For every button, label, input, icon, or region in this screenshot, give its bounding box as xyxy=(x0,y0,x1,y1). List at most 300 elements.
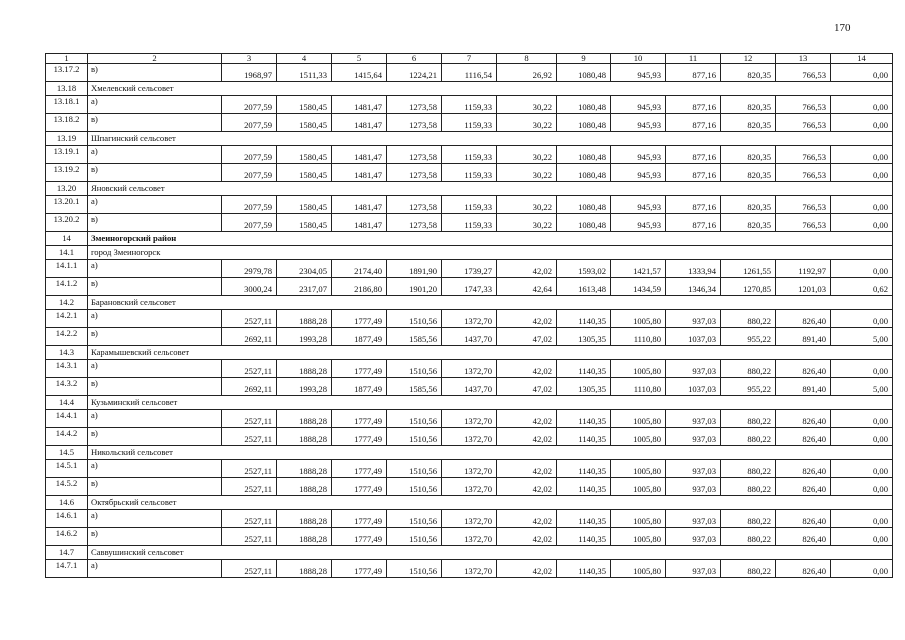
value-cell: 1437,70 xyxy=(442,378,497,396)
value-cell: 1372,70 xyxy=(442,528,497,546)
row-number: 13.18.2 xyxy=(46,114,88,132)
table-row xyxy=(46,310,893,328)
column-number-header: 2 xyxy=(88,54,222,64)
value-cell: 30,22 xyxy=(497,146,557,164)
value-cell: 1080,48 xyxy=(557,164,611,182)
value-cell: 826,40 xyxy=(776,478,831,496)
value-cell: 2527,11 xyxy=(222,410,277,428)
value-cell: 1888,28 xyxy=(277,478,332,496)
value-cell: 2692,11 xyxy=(222,328,277,346)
value-cell: 1005,80 xyxy=(611,310,666,328)
column-number-header: 4 xyxy=(277,54,332,64)
value-cell: 1372,70 xyxy=(442,360,497,378)
section-row xyxy=(46,396,893,410)
value-cell: 880,22 xyxy=(721,410,776,428)
value-cell: 42,02 xyxy=(497,478,557,496)
table-row xyxy=(46,164,893,182)
value-cell: 877,16 xyxy=(666,214,721,232)
column-number-header: 7 xyxy=(442,54,497,64)
value-cell: 1481,47 xyxy=(332,114,387,132)
value-cell: 2527,11 xyxy=(222,560,277,578)
section-title: Октябрьский сельсовет xyxy=(88,496,893,510)
table-row xyxy=(46,360,893,378)
value-cell: 1888,28 xyxy=(277,428,332,446)
value-cell: 1080,48 xyxy=(557,146,611,164)
value-cell: 0,00 xyxy=(831,460,893,478)
value-cell: 1192,97 xyxy=(776,260,831,278)
row-number: 13.20 xyxy=(46,182,88,196)
value-cell: 1273,58 xyxy=(387,114,442,132)
row-number: 14.5 xyxy=(46,446,88,460)
value-cell: 877,16 xyxy=(666,114,721,132)
value-cell: 42,02 xyxy=(497,460,557,478)
section-title: Хмелевский сельсовет xyxy=(88,82,893,96)
value-cell: 1140,35 xyxy=(557,478,611,496)
value-cell: 945,93 xyxy=(611,196,666,214)
value-cell: 42,02 xyxy=(497,428,557,446)
row-number: 14.7 xyxy=(46,546,88,560)
value-cell: 2527,11 xyxy=(222,460,277,478)
value-cell: 1585,56 xyxy=(387,378,442,396)
section-title: Шпагинский сельсовет xyxy=(88,132,893,146)
column-number-header: 3 xyxy=(222,54,277,64)
row-number: 13.17.2 xyxy=(46,64,88,82)
value-cell: 0,00 xyxy=(831,260,893,278)
section-row xyxy=(46,496,893,510)
row-label: в) xyxy=(88,528,222,546)
value-cell: 937,03 xyxy=(666,528,721,546)
value-cell: 1510,56 xyxy=(387,428,442,446)
value-cell: 820,35 xyxy=(721,146,776,164)
section-title: Саввушинский сельсовет xyxy=(88,546,893,560)
value-cell: 1346,34 xyxy=(666,278,721,296)
row-number: 14.1 xyxy=(46,246,88,260)
value-cell: 1273,58 xyxy=(387,96,442,114)
value-cell: 42,02 xyxy=(497,528,557,546)
value-cell: 880,22 xyxy=(721,560,776,578)
row-label: в) xyxy=(88,328,222,346)
value-cell: 1580,45 xyxy=(277,196,332,214)
value-cell: 937,03 xyxy=(666,460,721,478)
table-row xyxy=(46,96,893,114)
section-row xyxy=(46,446,893,460)
value-cell: 1305,35 xyxy=(557,328,611,346)
value-cell: 26,92 xyxy=(497,64,557,82)
value-cell: 0,00 xyxy=(831,360,893,378)
value-cell: 1140,35 xyxy=(557,410,611,428)
value-cell: 1080,48 xyxy=(557,64,611,82)
value-cell: 945,93 xyxy=(611,146,666,164)
value-cell: 0,00 xyxy=(831,478,893,496)
value-cell: 2979,78 xyxy=(222,260,277,278)
row-number: 14.3.1 xyxy=(46,360,88,378)
row-number: 13.19.1 xyxy=(46,146,88,164)
value-cell: 1201,03 xyxy=(776,278,831,296)
value-cell: 1005,80 xyxy=(611,560,666,578)
value-cell: 2527,11 xyxy=(222,310,277,328)
section-title: Яновский сельсовет xyxy=(88,182,893,196)
value-cell: 30,22 xyxy=(497,214,557,232)
value-cell: 1510,56 xyxy=(387,360,442,378)
section-title: Никольский сельсовет xyxy=(88,446,893,460)
value-cell: 2527,11 xyxy=(222,428,277,446)
value-cell: 1510,56 xyxy=(387,528,442,546)
value-cell: 1159,33 xyxy=(442,114,497,132)
table-row xyxy=(46,278,893,296)
value-cell: 2186,80 xyxy=(332,278,387,296)
value-cell: 766,53 xyxy=(776,96,831,114)
value-cell: 0,00 xyxy=(831,64,893,82)
value-cell: 0,00 xyxy=(831,196,893,214)
row-number: 14.5.2 xyxy=(46,478,88,496)
value-cell: 42,64 xyxy=(497,278,557,296)
page-number: 170 xyxy=(834,22,851,34)
column-number-header: 8 xyxy=(497,54,557,64)
row-number: 14 xyxy=(46,232,88,246)
row-number: 14.6.2 xyxy=(46,528,88,546)
value-cell: 826,40 xyxy=(776,460,831,478)
value-cell: 766,53 xyxy=(776,146,831,164)
row-number: 14.1.1 xyxy=(46,260,88,278)
value-cell: 1888,28 xyxy=(277,410,332,428)
value-cell: 1510,56 xyxy=(387,560,442,578)
value-cell: 766,53 xyxy=(776,64,831,82)
value-cell: 1140,35 xyxy=(557,310,611,328)
section-title: город Змеиногорск xyxy=(88,246,893,260)
value-cell: 1437,70 xyxy=(442,328,497,346)
value-cell: 1005,80 xyxy=(611,460,666,478)
column-number-header: 12 xyxy=(721,54,776,64)
value-cell: 1080,48 xyxy=(557,196,611,214)
value-cell: 1891,90 xyxy=(387,260,442,278)
value-cell: 2077,59 xyxy=(222,96,277,114)
value-cell: 937,03 xyxy=(666,360,721,378)
table-row xyxy=(46,428,893,446)
value-cell: 1580,45 xyxy=(277,96,332,114)
row-number: 13.19 xyxy=(46,132,88,146)
value-cell: 1888,28 xyxy=(277,310,332,328)
value-cell: 820,35 xyxy=(721,64,776,82)
value-cell: 945,93 xyxy=(611,96,666,114)
row-label: в) xyxy=(88,114,222,132)
value-cell: 0,00 xyxy=(831,560,893,578)
value-cell: 880,22 xyxy=(721,310,776,328)
value-cell: 1270,85 xyxy=(721,278,776,296)
value-cell: 3000,24 xyxy=(222,278,277,296)
value-cell: 1005,80 xyxy=(611,528,666,546)
value-cell: 0,00 xyxy=(831,428,893,446)
value-cell: 1580,45 xyxy=(277,214,332,232)
value-cell: 826,40 xyxy=(776,560,831,578)
value-cell: 1993,28 xyxy=(277,378,332,396)
value-cell: 1140,35 xyxy=(557,528,611,546)
row-label: а) xyxy=(88,360,222,378)
value-cell: 1140,35 xyxy=(557,428,611,446)
value-cell: 1993,28 xyxy=(277,328,332,346)
value-cell: 1159,33 xyxy=(442,214,497,232)
value-cell: 1037,03 xyxy=(666,328,721,346)
value-cell: 1005,80 xyxy=(611,410,666,428)
value-cell: 1888,28 xyxy=(277,360,332,378)
value-cell: 1434,59 xyxy=(611,278,666,296)
value-cell: 1777,49 xyxy=(332,460,387,478)
value-cell: 0,00 xyxy=(831,146,893,164)
value-cell: 30,22 xyxy=(497,114,557,132)
value-cell: 880,22 xyxy=(721,510,776,528)
value-cell: 1580,45 xyxy=(277,164,332,182)
value-cell: 1613,48 xyxy=(557,278,611,296)
value-cell: 880,22 xyxy=(721,528,776,546)
value-cell: 1110,80 xyxy=(611,328,666,346)
row-number: 14.6 xyxy=(46,496,88,510)
value-cell: 42,02 xyxy=(497,560,557,578)
value-cell: 0,00 xyxy=(831,410,893,428)
value-cell: 1585,56 xyxy=(387,328,442,346)
value-cell: 2077,59 xyxy=(222,114,277,132)
value-cell: 1510,56 xyxy=(387,460,442,478)
value-cell: 891,40 xyxy=(776,328,831,346)
value-cell: 0,00 xyxy=(831,96,893,114)
row-number: 13.20.1 xyxy=(46,196,88,214)
row-label: в) xyxy=(88,64,222,82)
value-cell: 1116,54 xyxy=(442,64,497,82)
value-cell: 1777,49 xyxy=(332,510,387,528)
row-label: в) xyxy=(88,428,222,446)
value-cell: 30,22 xyxy=(497,164,557,182)
value-cell: 1877,49 xyxy=(332,328,387,346)
value-cell: 1777,49 xyxy=(332,360,387,378)
section-title: Карамышевский сельсовет xyxy=(88,346,893,360)
value-cell: 1777,49 xyxy=(332,560,387,578)
table-row xyxy=(46,196,893,214)
row-label: а) xyxy=(88,146,222,164)
value-cell: 826,40 xyxy=(776,528,831,546)
row-number: 13.18.1 xyxy=(46,96,88,114)
value-cell: 820,35 xyxy=(721,96,776,114)
table-row xyxy=(46,378,893,396)
value-cell: 880,22 xyxy=(721,460,776,478)
value-cell: 820,35 xyxy=(721,196,776,214)
value-cell: 2527,11 xyxy=(222,478,277,496)
value-cell: 1510,56 xyxy=(387,478,442,496)
row-label: в) xyxy=(88,164,222,182)
value-cell: 766,53 xyxy=(776,214,831,232)
value-cell: 880,22 xyxy=(721,478,776,496)
value-cell: 937,03 xyxy=(666,560,721,578)
row-number: 14.2.1 xyxy=(46,310,88,328)
row-label: а) xyxy=(88,96,222,114)
value-cell: 1481,47 xyxy=(332,164,387,182)
value-cell: 1739,27 xyxy=(442,260,497,278)
value-cell: 955,22 xyxy=(721,378,776,396)
value-cell: 2317,07 xyxy=(277,278,332,296)
section-title: Змеиногорский район xyxy=(88,232,893,246)
value-cell: 1888,28 xyxy=(277,460,332,478)
value-cell: 1415,64 xyxy=(332,64,387,82)
value-cell: 1224,21 xyxy=(387,64,442,82)
value-cell: 1510,56 xyxy=(387,410,442,428)
value-cell: 47,02 xyxy=(497,328,557,346)
section-row xyxy=(46,346,893,360)
value-cell: 1372,70 xyxy=(442,478,497,496)
value-cell: 766,53 xyxy=(776,196,831,214)
value-cell: 1777,49 xyxy=(332,528,387,546)
section-row xyxy=(46,132,893,146)
row-label: а) xyxy=(88,196,222,214)
value-cell: 1140,35 xyxy=(557,510,611,528)
value-cell: 1888,28 xyxy=(277,528,332,546)
tariff-table xyxy=(45,53,893,578)
value-cell: 0,00 xyxy=(831,114,893,132)
value-cell: 877,16 xyxy=(666,146,721,164)
value-cell: 1888,28 xyxy=(277,560,332,578)
column-number-header: 6 xyxy=(387,54,442,64)
value-cell: 1481,47 xyxy=(332,196,387,214)
row-number: 14.3 xyxy=(46,346,88,360)
value-cell: 1273,58 xyxy=(387,146,442,164)
section-title: Кузьминский сельсовет xyxy=(88,396,893,410)
value-cell: 1159,33 xyxy=(442,196,497,214)
row-label: в) xyxy=(88,378,222,396)
value-cell: 1080,48 xyxy=(557,96,611,114)
value-cell: 877,16 xyxy=(666,164,721,182)
table-row xyxy=(46,214,893,232)
value-cell: 820,35 xyxy=(721,114,776,132)
value-cell: 1481,47 xyxy=(332,214,387,232)
value-cell: 42,02 xyxy=(497,310,557,328)
value-cell: 945,93 xyxy=(611,64,666,82)
value-cell: 1372,70 xyxy=(442,428,497,446)
value-cell: 1481,47 xyxy=(332,96,387,114)
table-row xyxy=(46,260,893,278)
column-number-header: 5 xyxy=(332,54,387,64)
value-cell: 1372,70 xyxy=(442,460,497,478)
row-number: 14.2.2 xyxy=(46,328,88,346)
value-cell: 945,93 xyxy=(611,164,666,182)
section-row xyxy=(46,296,893,310)
table-row xyxy=(46,146,893,164)
value-cell: 945,93 xyxy=(611,214,666,232)
table-row xyxy=(46,114,893,132)
column-number-header: 13 xyxy=(776,54,831,64)
table-row xyxy=(46,410,893,428)
table-row xyxy=(46,560,893,578)
section-row xyxy=(46,546,893,560)
value-cell: 1421,57 xyxy=(611,260,666,278)
value-cell: 1005,80 xyxy=(611,428,666,446)
value-cell: 42,02 xyxy=(497,260,557,278)
value-cell: 30,22 xyxy=(497,96,557,114)
value-cell: 2527,11 xyxy=(222,528,277,546)
value-cell: 1005,80 xyxy=(611,360,666,378)
value-cell: 877,16 xyxy=(666,64,721,82)
value-cell: 1305,35 xyxy=(557,378,611,396)
section-title: Барановский сельсовет xyxy=(88,296,893,310)
row-label: а) xyxy=(88,560,222,578)
value-cell: 945,93 xyxy=(611,114,666,132)
section-row xyxy=(46,182,893,196)
row-number: 14.5.1 xyxy=(46,460,88,478)
value-cell: 1511,33 xyxy=(277,64,332,82)
value-cell: 2304,05 xyxy=(277,260,332,278)
row-label: в) xyxy=(88,478,222,496)
section-row xyxy=(46,82,893,96)
value-cell: 2174,40 xyxy=(332,260,387,278)
value-cell: 1140,35 xyxy=(557,560,611,578)
value-cell: 1747,33 xyxy=(442,278,497,296)
value-cell: 42,02 xyxy=(497,410,557,428)
value-cell: 0,00 xyxy=(831,310,893,328)
value-cell: 1777,49 xyxy=(332,410,387,428)
table-row xyxy=(46,528,893,546)
table-row xyxy=(46,478,893,496)
value-cell: 1140,35 xyxy=(557,460,611,478)
section-row xyxy=(46,246,893,260)
value-cell: 2527,11 xyxy=(222,510,277,528)
column-number-header: 1 xyxy=(46,54,88,64)
table-row xyxy=(46,460,893,478)
value-cell: 2692,11 xyxy=(222,378,277,396)
value-cell: 0,00 xyxy=(831,214,893,232)
row-label: а) xyxy=(88,310,222,328)
value-cell: 826,40 xyxy=(776,410,831,428)
value-cell: 2077,59 xyxy=(222,164,277,182)
value-cell: 937,03 xyxy=(666,510,721,528)
value-cell: 937,03 xyxy=(666,410,721,428)
value-cell: 1372,70 xyxy=(442,510,497,528)
value-cell: 1080,48 xyxy=(557,114,611,132)
row-number: 14.1.2 xyxy=(46,278,88,296)
row-label: в) xyxy=(88,214,222,232)
value-cell: 1580,45 xyxy=(277,146,332,164)
value-cell: 826,40 xyxy=(776,428,831,446)
value-cell: 1273,58 xyxy=(387,214,442,232)
value-cell: 1273,58 xyxy=(387,164,442,182)
value-cell: 1333,94 xyxy=(666,260,721,278)
section-row xyxy=(46,232,893,246)
value-cell: 0,00 xyxy=(831,528,893,546)
value-cell: 1005,80 xyxy=(611,478,666,496)
value-cell: 766,53 xyxy=(776,114,831,132)
table-row xyxy=(46,510,893,528)
row-label: в) xyxy=(88,278,222,296)
value-cell: 1888,28 xyxy=(277,510,332,528)
row-label: а) xyxy=(88,460,222,478)
value-cell: 1159,33 xyxy=(442,146,497,164)
value-cell: 1510,56 xyxy=(387,310,442,328)
value-cell: 47,02 xyxy=(497,378,557,396)
value-cell: 937,03 xyxy=(666,428,721,446)
value-cell: 1877,49 xyxy=(332,378,387,396)
column-number-header: 14 xyxy=(831,54,893,64)
value-cell: 880,22 xyxy=(721,360,776,378)
value-cell: 2077,59 xyxy=(222,196,277,214)
value-cell: 766,53 xyxy=(776,164,831,182)
value-cell: 826,40 xyxy=(776,310,831,328)
value-cell: 1110,80 xyxy=(611,378,666,396)
value-cell: 937,03 xyxy=(666,310,721,328)
column-number-header: 9 xyxy=(557,54,611,64)
value-cell: 30,22 xyxy=(497,196,557,214)
value-cell: 1261,55 xyxy=(721,260,776,278)
value-cell: 955,22 xyxy=(721,328,776,346)
row-number: 14.4 xyxy=(46,396,88,410)
value-cell: 1037,03 xyxy=(666,378,721,396)
value-cell: 1777,49 xyxy=(332,310,387,328)
value-cell: 0,00 xyxy=(831,164,893,182)
value-cell: 42,02 xyxy=(497,510,557,528)
row-number: 14.4.1 xyxy=(46,410,88,428)
